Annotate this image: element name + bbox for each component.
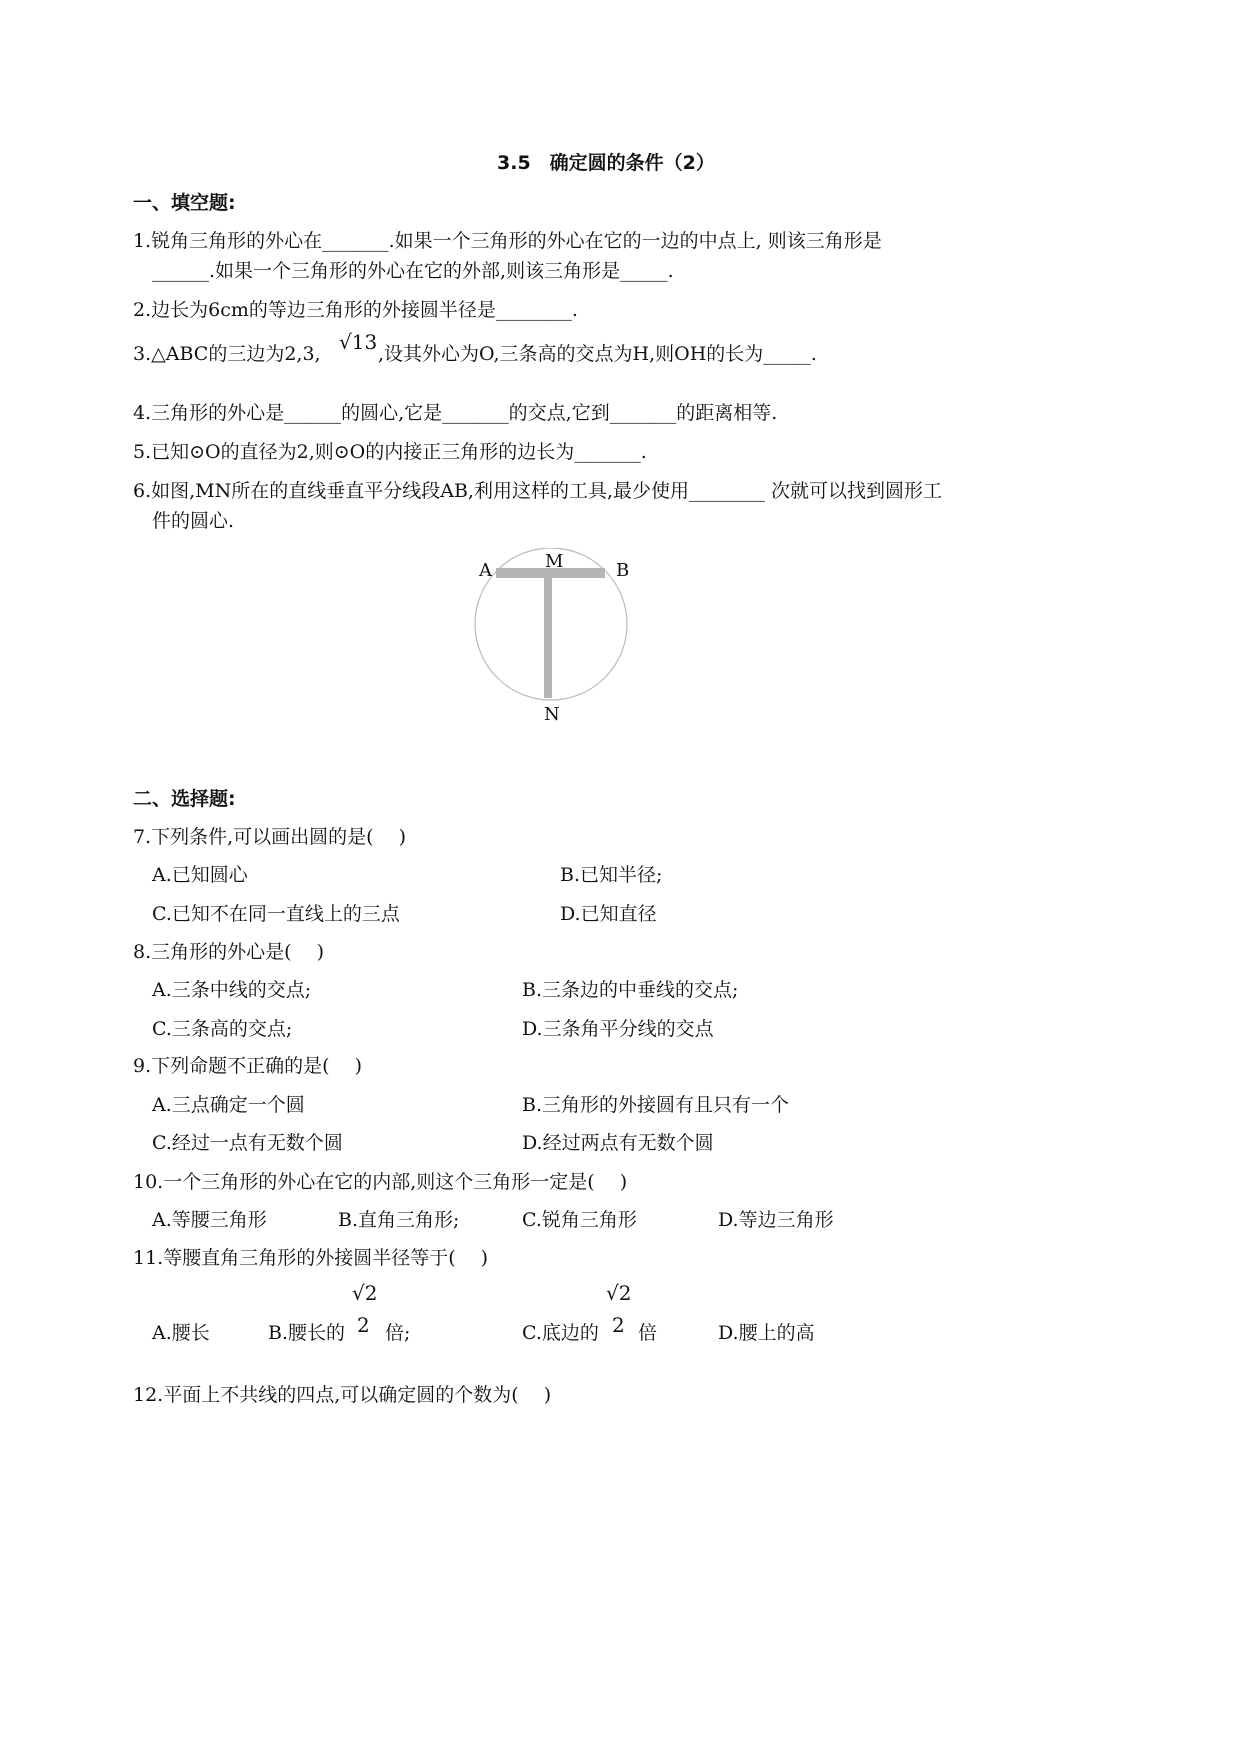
question-8-option-b: B.三条边的中垂线的交点; [522,979,739,1001]
question-1-line-2: ______.如果一个三角形的外心在它的外部,则该三角形是_____. [152,260,674,282]
question-8-stem: 8.三角形的外心是( ) [133,941,324,963]
sqrt-13-expression: √13 [339,330,378,354]
page-title: 3.5 确定圆的条件（2） [497,152,715,174]
question-11-option-b-prefix: B.腰长的 [268,1322,346,1344]
question-10-option-b: B.直角三角形; [338,1209,460,1231]
question-11-stem: 11.等腰直角三角形的外接圆半径等于( ) [133,1247,489,1269]
section-heading-multiple-choice: 二、选择题: [133,788,236,810]
figure-label-n: N [544,704,560,725]
question-10-stem: 10.一个三角形的外心在它的内部,则这个三角形一定是( ) [133,1171,628,1193]
question-2: 2.边长为6cm的等边三角形的外接圆半径是________. [133,299,578,321]
figure-label-m: M [545,551,564,572]
question-11-option-c-fraction-numerator: √2 [606,1281,632,1305]
question-11-option-c-prefix: C.底边的 [522,1322,599,1344]
figure-label-a: A [479,560,492,581]
section-heading-fill-in: 一、填空题: [133,192,236,214]
question-11-option-a: A.腰长 [152,1322,210,1344]
question-5: 5.已知⊙O的直径为2,则⊙O的内接正三角形的边长为_______. [133,441,647,463]
question-9-option-d: D.经过两点有无数个圆 [522,1132,714,1154]
question-11-option-c-suffix: 倍 [638,1322,658,1344]
question-9-option-c: C.经过一点有无数个圆 [152,1132,343,1154]
question-11-option-c-fraction-denominator: 2 [612,1313,625,1337]
question-11-option-d: D.腰上的高 [718,1322,815,1344]
question-3-suffix: ,设其外心为O,三条高的交点为H,则OH的长为_____. [378,343,817,365]
question-7-stem: 7.下列条件,可以画出圆的是( ) [133,826,407,848]
t-square-circle-figure [470,548,640,728]
question-11-option-b-suffix: 倍; [385,1322,411,1344]
question-8-option-d: D.三条角平分线的交点 [522,1018,714,1040]
question-12-stem: 12.平面上不共线的四点,可以确定圆的个数为( ) [133,1384,552,1406]
question-10-option-c: C.锐角三角形 [522,1209,637,1231]
question-7-option-d: D.已知直径 [560,903,657,925]
question-3-prefix: 3.△ABC的三边为2,3, [133,343,321,365]
question-9-option-b: B.三角形的外接圆有且只有一个 [522,1094,790,1116]
question-11-option-b-fraction-denominator: 2 [357,1313,370,1337]
question-9-option-a: A.三点确定一个圆 [152,1094,305,1116]
question-10-option-d: D.等边三角形 [718,1209,834,1231]
question-6-line-1: 6.如图,MN所在的直线垂直平分线段AB,利用这样的工具,最少使用________ 次就可以找到圆形工 [133,480,943,502]
figure-label-b: B [616,560,630,581]
question-10-option-a: A.等腰三角形 [152,1209,267,1231]
question-7-option-a: A.已知圆心 [152,864,248,886]
question-1-line-1: 1.锐角三角形的外心在_______.如果一个三角形的外心在它的一边的中点上, 则该三角形是 [133,230,882,252]
question-7-option-c: C.已知不在同一直线上的三点 [152,903,400,925]
question-7-option-b: B.已知半径; [560,864,663,886]
t-square-stem-mn [544,578,552,698]
question-6-line-2: 件的圆心. [152,510,235,532]
question-8-option-a: A.三条中线的交点; [152,979,312,1001]
question-9-stem: 9.下列命题不正确的是( ) [133,1055,362,1077]
question-4: 4.三角形的外心是______的圆心,它是_______的交点,它到_______的距离相等. [133,402,778,424]
question-11-option-b-fraction-numerator: √2 [352,1281,378,1305]
question-8-option-c: C.三条高的交点; [152,1018,293,1040]
